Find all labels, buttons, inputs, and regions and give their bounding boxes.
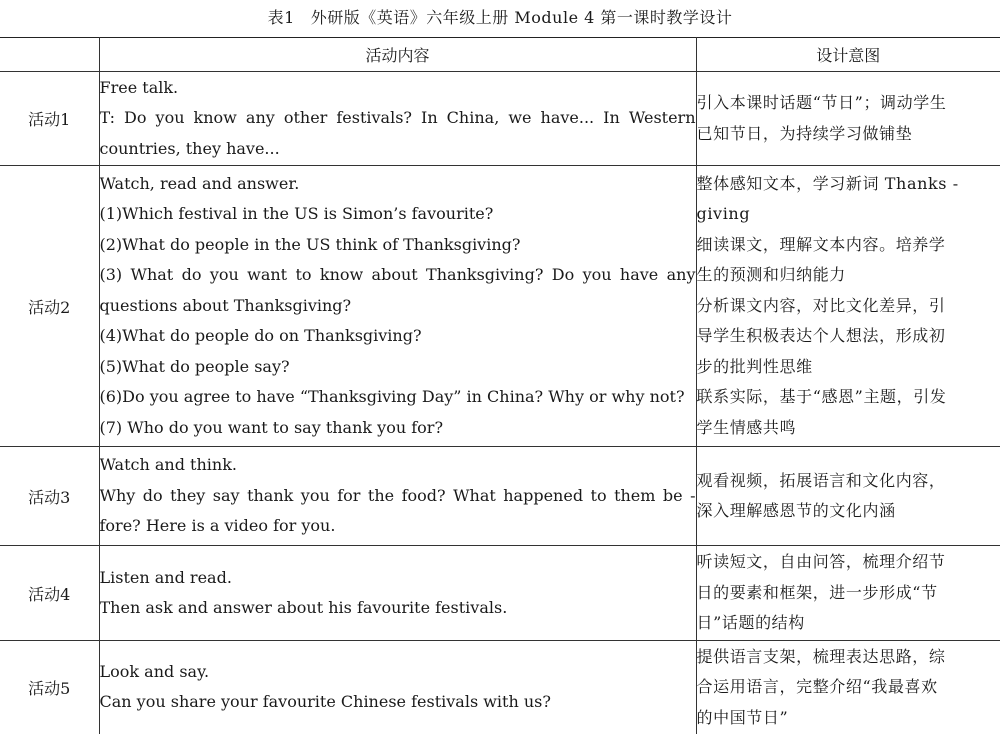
content-line: Watch and think. xyxy=(100,450,696,481)
intent-line: 已知节日，为持续学习做铺垫 xyxy=(697,119,1000,150)
content-line: (3) What do you want to know about Thanksgiving? Do you have any xyxy=(100,260,696,291)
content-line: Watch, read and answer. xyxy=(100,169,696,200)
intent-line: 深入理解感恩节的文化内涵 xyxy=(697,496,1000,527)
design-intent xyxy=(696,641,1000,734)
table-row xyxy=(0,641,1000,734)
header-content-cell: 活动内容 xyxy=(99,38,696,72)
content-line: (1)Which festival in the US is Simon’s favourite? xyxy=(100,199,696,230)
content-line: (5)What do people say? xyxy=(100,352,696,383)
content-line: fore? Here is a video for you. xyxy=(100,511,696,542)
content-line: questions about Thanksgiving? xyxy=(100,291,696,322)
table-row xyxy=(0,72,1000,166)
content-line: T: Do you know any other festivals? In China, we have... In Western xyxy=(100,103,696,134)
activity-label: 活动2 xyxy=(0,166,99,447)
intent-line: 观看视频，拓展语言和文化内容， xyxy=(697,466,1000,497)
activity-content xyxy=(99,546,696,641)
table-row xyxy=(0,546,1000,641)
table-row xyxy=(0,166,1000,447)
intent-line: 整体感知文本，学习新词 Thanks - xyxy=(697,169,1000,200)
table-title: 外研版《英语》六年级上册 Module 4 第一课时教学设计 xyxy=(311,8,733,27)
intent-line: 日的要素和框架，进一步形成“节 xyxy=(697,578,1000,609)
activity-label: 活动1 xyxy=(0,72,99,166)
activity-content xyxy=(99,641,696,734)
content-line: (7) Who do you want to say thank you for? xyxy=(100,413,696,444)
intent-line: 日”话题的结构 xyxy=(697,608,1000,639)
activity-label: 活动4 xyxy=(0,546,99,641)
activity-content xyxy=(99,72,696,166)
intent-line: 的中国节日” xyxy=(697,703,1000,734)
intent-line: 联系实际，基于“感恩”主题，引发 xyxy=(697,382,1000,413)
content-line: countries, they have... xyxy=(100,134,696,165)
content-line: Why do they say thank you for the food? What happened to them be - xyxy=(100,481,696,512)
intent-line: 引入本课时话题“节日”；调动学生 xyxy=(697,88,1000,119)
intent-line: 听读短文，自由问答，梳理介绍节 xyxy=(697,547,1000,578)
content-line: (2)What do people in the US think of Thanksgiving? xyxy=(100,230,696,261)
content-line: Listen and read. xyxy=(100,563,696,594)
intent-line: 生的预测和归纳能力 xyxy=(697,260,1000,291)
table-row xyxy=(0,447,1000,546)
intent-line: 细读课文，理解文本内容。培养学 xyxy=(697,230,1000,261)
content-line: Can you share your favourite Chinese festivals with us? xyxy=(100,687,696,718)
activity-content xyxy=(99,447,696,546)
design-intent xyxy=(696,546,1000,641)
header-intent-cell: 设计意图 xyxy=(696,38,1000,72)
design-intent xyxy=(696,447,1000,546)
activity-content xyxy=(99,166,696,447)
activity-label: 活动5 xyxy=(0,641,99,734)
intent-line: 分析课文内容，对比文化差异，引 xyxy=(697,291,1000,322)
activity-label: 活动3 xyxy=(0,447,99,546)
content-line: (4)What do people do on Thanksgiving? xyxy=(100,321,696,352)
table-number: 表1 xyxy=(268,8,295,27)
table-caption xyxy=(0,0,1000,36)
header-blank-cell xyxy=(0,38,99,72)
intent-line: 导学生积极表达个人想法，形成初 xyxy=(697,321,1000,352)
lesson-design-table xyxy=(0,37,1000,734)
design-intent xyxy=(696,72,1000,166)
header-row xyxy=(0,38,1000,72)
content-line: Free talk. xyxy=(100,73,696,104)
intent-line: 步的批判性思维 xyxy=(697,352,1000,383)
intent-line: 学生情感共鸣 xyxy=(697,413,1000,444)
content-line: Look and say. xyxy=(100,657,696,688)
intent-line: 提供语言支架，梳理表达思路，综 xyxy=(697,642,1000,673)
intent-line: giving xyxy=(697,199,1000,230)
content-line: (6)Do you agree to have “Thanksgiving Day” in China? Why or why not? xyxy=(100,382,696,413)
content-line: Then ask and answer about his favourite festivals. xyxy=(100,593,696,624)
design-intent xyxy=(696,166,1000,447)
intent-line: 合运用语言，完整介绍“我最喜欢 xyxy=(697,672,1000,703)
